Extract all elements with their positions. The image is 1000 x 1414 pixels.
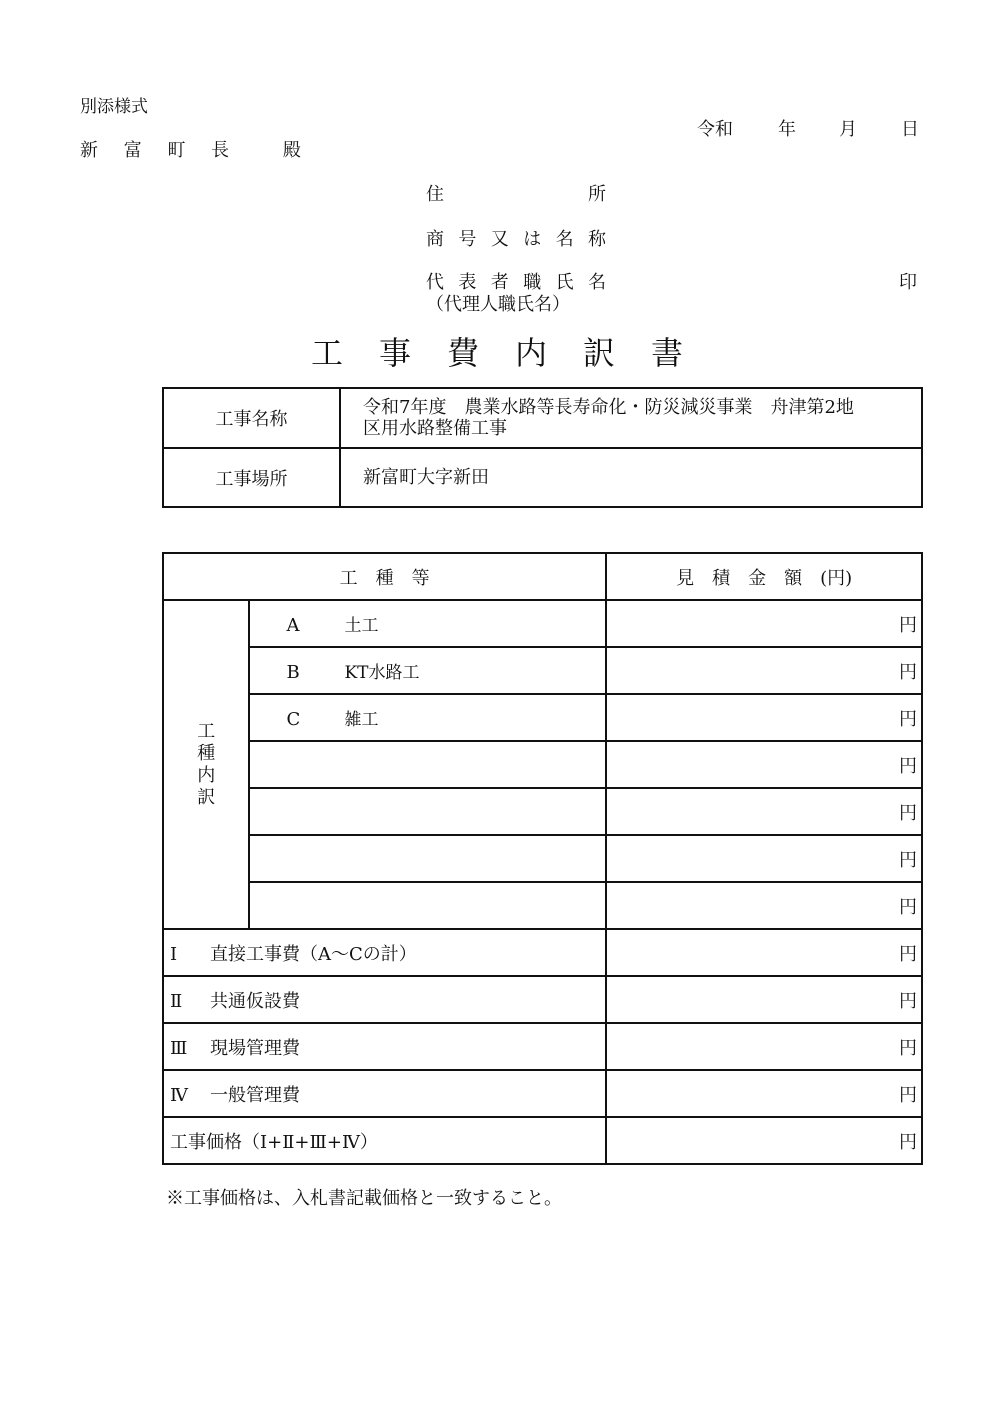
summary-text: 直接工事費（A～Cの計） (210, 943, 417, 965)
amount-cell[interactable]: 円 (606, 600, 922, 647)
summary-text: 現場管理費 (210, 1037, 300, 1059)
table-row (163, 788, 922, 835)
project-name-label: 工事名称 (163, 388, 340, 448)
item-code: B (286, 662, 300, 683)
date-year: 年 (778, 119, 796, 140)
summary-row-site-management (163, 1023, 922, 1070)
item-cell (249, 835, 606, 882)
project-name-value (340, 388, 922, 448)
table-row (163, 835, 922, 882)
total-amount-cell[interactable]: 円 (606, 1117, 922, 1164)
item-cell (249, 788, 606, 835)
summary-label (163, 1023, 606, 1070)
total-row (163, 1117, 922, 1164)
item-code: A (286, 615, 300, 636)
amount-cell[interactable]: 円 (606, 882, 922, 929)
project-location-value: 新富町大字新田 (340, 448, 922, 507)
address-label: 住所 (426, 184, 606, 205)
item-cell (249, 647, 606, 694)
amount-cell[interactable]: 円 (606, 929, 922, 976)
date-day: 日 (901, 119, 919, 140)
item-name: 雑工 (344, 710, 379, 730)
table-row (163, 882, 922, 929)
table-row (163, 741, 922, 788)
agent-label: （代理人職氏名） (426, 294, 570, 315)
amount-cell[interactable]: 円 (606, 788, 922, 835)
amount-cell[interactable]: 円 (606, 741, 922, 788)
project-info-table (162, 387, 923, 508)
summary-label (163, 976, 606, 1023)
amount-cell[interactable]: 円 (606, 1023, 922, 1070)
summary-text: 共通仮設費 (210, 990, 300, 1012)
document-title: 工事費内訳書 (310, 334, 719, 372)
date-era: 令和 (697, 119, 733, 140)
work-breakdown-side-label: 工 種 内 訳 (163, 600, 249, 929)
item-cell (249, 694, 606, 741)
item-cell (249, 741, 606, 788)
table-header-row (163, 553, 922, 600)
amount-cell[interactable]: 円 (606, 694, 922, 741)
amount-cell[interactable]: 円 (606, 1070, 922, 1117)
project-location-label: 工事場所 (163, 448, 340, 507)
table-row (163, 647, 922, 694)
total-label: 工事価格（Ⅰ+Ⅱ+Ⅲ+Ⅳ） (163, 1117, 606, 1164)
item-name: 土工 (344, 616, 379, 636)
amount-header: 見 積 金 額 (円) (606, 553, 922, 600)
table-row (163, 600, 922, 647)
amount-cell[interactable]: 円 (606, 647, 922, 694)
summary-label (163, 1070, 606, 1117)
summary-label (163, 929, 606, 976)
project-name-line2: 区用水路整備工事 (363, 418, 507, 439)
item-cell (249, 882, 606, 929)
seal-label: 印 (899, 272, 917, 293)
amount-cell[interactable]: 円 (606, 835, 922, 882)
footnote: ※工事価格は、入札書記載価格と一致すること。 (166, 1188, 562, 1209)
date-month: 月 (839, 119, 857, 140)
addressee: 新 富 町 長 殿 (80, 140, 311, 161)
summary-text: 一般管理費 (210, 1084, 300, 1106)
item-code: C (286, 709, 301, 730)
summary-number: Ⅲ (170, 1037, 188, 1059)
amount-cell[interactable]: 円 (606, 976, 922, 1023)
summary-row-direct-cost (163, 929, 922, 976)
summary-number: Ⅱ (170, 990, 183, 1012)
project-name-line1: 令和7年度 農業水路等長寿命化・防災減災事業 舟津第2地 (363, 397, 854, 418)
company-name-label: 商号又は名称 (426, 229, 606, 250)
item-cell (249, 600, 606, 647)
summary-row-general-management (163, 1070, 922, 1117)
work-type-header: 工 種 等 (163, 553, 606, 600)
form-label: 別添様式 (80, 97, 148, 117)
summary-row-common-temporary (163, 976, 922, 1023)
table-row (163, 694, 922, 741)
representative-label: 代表者職氏名 (426, 272, 606, 293)
summary-number: Ⅳ (170, 1084, 188, 1106)
item-name: KT水路工 (344, 663, 420, 683)
summary-number: Ⅰ (170, 943, 178, 965)
cost-breakdown-table (162, 552, 923, 1165)
